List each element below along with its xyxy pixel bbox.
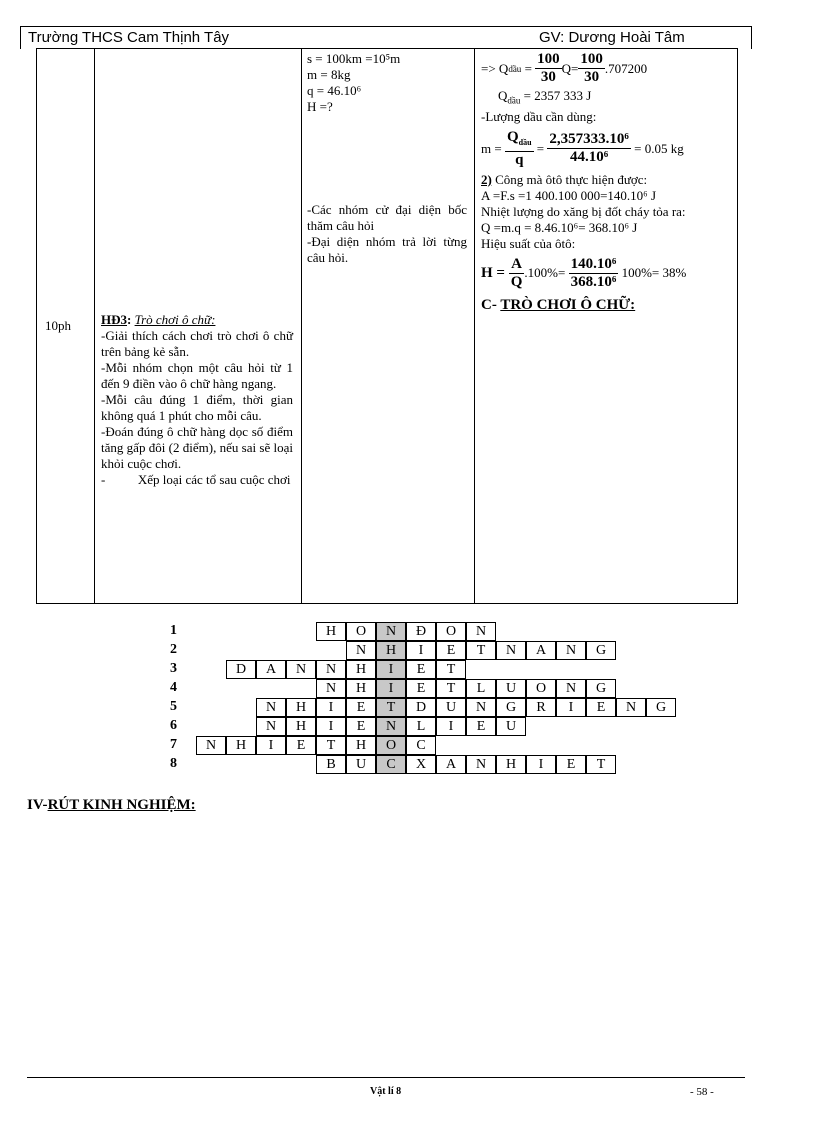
- crossword-cell: R: [526, 698, 556, 717]
- given-line: H =?: [307, 99, 333, 114]
- section-iv-heading: IV-RÚT KINH NGHIỆM:: [27, 797, 196, 813]
- hd3-block: HĐ3: Trò chơi ô chữ: -Giải thích cách chơi trò chơi ô chữ trên bảng kẻ sẵn. -Mỗi nhóm chọn một câu hỏi từ 1 đến 9 điền vào ô chữ hàng ngang. -Mỗi câu đúng 1 điểm, thời gian không quá 1 phút cho mỗi câu. -Đoán đúng ô chữ hàng dọc số điểm tăng gấp đôi (2 điểm), nếu sai sẽ loại khỏi cuộc chơi. - Xếp loại các tổ sau cuộc chơi: [101, 312, 293, 487]
- section-c-heading: C- TRÒ CHƠI Ô CHỮ:: [481, 296, 636, 313]
- crossword-row-number: 5: [170, 699, 177, 714]
- instruction-line: - Xếp loại các tổ sau cuộc chơi: [101, 472, 291, 487]
- fraction: $\frac{\text{2,357333.10⁶}}{\text{44.10⁶}}$: [549, 131, 629, 166]
- crossword-cell: I: [436, 717, 466, 736]
- crossword-cell: B: [316, 755, 346, 774]
- crossword-cell: G: [496, 698, 526, 717]
- crossword-cell: I: [406, 641, 436, 660]
- crossword-cell: U: [496, 679, 526, 698]
- heat-formula: Q =m.q = 8.46.10⁶= 368.10⁶ J: [481, 219, 638, 235]
- fraction: $\frac{\text{140.10⁶}}{\text{368.10⁶}}$: [570, 255, 617, 290]
- crossword-cell: E: [406, 679, 436, 698]
- crossword-cell: E: [346, 717, 376, 736]
- content-cell: [475, 49, 738, 604]
- crossword-cell: H: [286, 698, 316, 717]
- crossword-cell: N: [496, 641, 526, 660]
- teacher-activity-cell: [95, 49, 302, 604]
- crossword-cell: T: [586, 755, 616, 774]
- activity-line: -Đại diện nhóm trả lời từng câu hỏi.: [307, 234, 467, 265]
- lesson-table: [36, 48, 738, 604]
- crossword-cell: E: [406, 660, 436, 679]
- crossword-cell: N: [466, 755, 496, 774]
- fraction: $\frac{100}{30}$: [580, 51, 603, 85]
- crossword-cell: H: [346, 679, 376, 698]
- solution-block: [481, 51, 743, 313]
- crossword-cell: U: [496, 717, 526, 736]
- crossword-cell: I: [256, 736, 286, 755]
- crossword-cell: N: [256, 698, 286, 717]
- crossword-cell: H: [226, 736, 256, 755]
- crossword-cell: D: [406, 698, 436, 717]
- crossword-cell: N: [466, 622, 496, 641]
- efficiency-label: Hiệu suất của ôtô:: [481, 235, 576, 251]
- given-line: m = 8kg: [307, 67, 351, 82]
- crossword-row-number: 6: [170, 718, 177, 733]
- teacher-name: GV: Dương Hoài Tâm: [539, 29, 685, 46]
- instruction-line: -Mỗi nhóm chọn một câu hỏi từ 1 đến 9 điền vào ô chữ hàng ngang.: [101, 360, 293, 391]
- school-name: Trường THCS Cam Thịnh Tây: [28, 29, 230, 46]
- crossword-cell: E: [346, 698, 376, 717]
- crossword-row-number: 2: [170, 642, 177, 657]
- crossword-cell: H: [316, 622, 346, 641]
- crossword-cell: O: [526, 679, 556, 698]
- crossword-cell: Đ: [406, 622, 436, 641]
- crossword-cell: H: [496, 755, 526, 774]
- crossword-row-number: 3: [170, 661, 177, 676]
- activity-line: -Các nhóm cử đại diện bốc thăm câu hỏi: [307, 202, 467, 233]
- crossword-cell: A: [436, 755, 466, 774]
- crossword-cell: N: [316, 679, 346, 698]
- crossword-cell: C: [406, 736, 436, 755]
- crossword-cell: H: [346, 660, 376, 679]
- crossword-key-cell: I: [376, 679, 406, 698]
- crossword-cell: A: [526, 641, 556, 660]
- crossword-cell: N: [556, 641, 586, 660]
- crossword-cell: T: [436, 660, 466, 679]
- crossword-cell: I: [316, 698, 346, 717]
- given-data: [307, 51, 400, 115]
- crossword-row-number: 7: [170, 737, 177, 752]
- work-heading: 2) Công mà ôtô thực hiện được:: [481, 171, 648, 187]
- crossword-cell: N: [556, 679, 586, 698]
- crossword-cell: D: [226, 660, 256, 679]
- crossword-cell: N: [346, 641, 376, 660]
- fraction: $\frac{A}{Q}$: [510, 255, 523, 290]
- crossword-cell: U: [346, 755, 376, 774]
- crossword-row-number: 8: [170, 756, 177, 771]
- crossword-cell: X: [406, 755, 436, 774]
- crossword-cell: U: [436, 698, 466, 717]
- instruction-line: -Giải thích cách chơi trò chơi ô chữ trên bảng kẻ sẵn.: [101, 328, 293, 359]
- work-formula: A =F.s =1 400.100 000=140.10⁶ J: [481, 187, 657, 203]
- fraction: $\frac{100}{30}$: [537, 51, 560, 85]
- crossword-key-cell: N: [376, 622, 406, 641]
- crossword-cell: I: [526, 755, 556, 774]
- crossword-cell: G: [586, 641, 616, 660]
- given-line: q = 46.10⁶: [307, 83, 362, 98]
- crossword-row-number: 1: [170, 623, 177, 638]
- group-activities: [307, 202, 467, 266]
- student-activity-cell: [302, 49, 475, 604]
- crossword-cell: E: [556, 755, 586, 774]
- crossword-cell: H: [286, 717, 316, 736]
- crossword-row-number: 4: [170, 680, 177, 695]
- crossword-cell: I: [316, 717, 346, 736]
- crossword-key-cell: I: [376, 660, 406, 679]
- crossword-key-cell: C: [376, 755, 406, 774]
- crossword-key-cell: H: [376, 641, 406, 660]
- crossword-cell: G: [586, 679, 616, 698]
- page-number: - 58 -: [690, 1086, 714, 1098]
- crossword-cell: H: [346, 736, 376, 755]
- crossword-cell: T: [466, 641, 496, 660]
- page-header: [20, 26, 752, 49]
- crossword-cell: G: [646, 698, 676, 717]
- formula-q-dau: => Q dầu = $\frac{100}{30}$ Q= $\frac{100}{30}$ .707200: [481, 51, 648, 85]
- crossword-cell: N: [256, 717, 286, 736]
- footer-rule: [27, 1077, 745, 1078]
- crossword-cell: O: [436, 622, 466, 641]
- crossword-cell: N: [616, 698, 646, 717]
- crossword-cell: T: [316, 736, 346, 755]
- given-line: s = 100km =10⁵m: [307, 51, 401, 66]
- hd3-title: Trò chơi ô chữ:: [134, 312, 216, 327]
- formula-efficiency: H = $\frac{A}{Q}$ .100%= $\frac{\text{140.10⁶}}{\text{368.10⁶}}$ 100%= 38%: [481, 255, 687, 290]
- fraction: $\frac{Q_{dầu}}{q}$: [506, 128, 532, 168]
- crossword-cell: L: [466, 679, 496, 698]
- crossword-cell: I: [556, 698, 586, 717]
- crossword-key-cell: N: [376, 717, 406, 736]
- crossword-cell: T: [436, 679, 466, 698]
- crossword-cell: E: [586, 698, 616, 717]
- crossword-cell: N: [316, 660, 346, 679]
- crossword-cell: E: [466, 717, 496, 736]
- crossword-cell: E: [436, 641, 466, 660]
- crossword-cell: O: [346, 622, 376, 641]
- crossword-cell: N: [466, 698, 496, 717]
- instruction-line: -Mỗi câu đúng 1 điểm, thời gian không quá 1 phút cho mỗi câu.: [101, 392, 293, 423]
- crossword-cell: N: [286, 660, 316, 679]
- crossword-cell: L: [406, 717, 436, 736]
- crossword-cell: A: [256, 660, 286, 679]
- crossword-key-cell: O: [376, 736, 406, 755]
- oil-label: -Lượng dầu cần dùng:: [481, 108, 597, 124]
- footer-subject: Vật lí 8: [370, 1086, 402, 1097]
- instruction-line: -Đoán đúng ô chữ hàng dọc số điểm tăng gấp đôi (2 điểm), nếu sai sẽ loại khỏi cuộc chơi.: [101, 424, 293, 471]
- q-dau-result: $Q_{dầu} = 2357$ 333 J: [498, 88, 592, 106]
- time-cell: 10ph: [37, 49, 95, 604]
- crossword-cell: E: [286, 736, 316, 755]
- hd3-label: HĐ3: [101, 312, 127, 327]
- crossword-cell: N: [196, 736, 226, 755]
- formula-mass: m = $\frac{Q_{dầu}}{q}$ = $\frac{\text{2,357333.10⁶}}{\text{44.10⁶}}$ = 0.05 kg: [481, 128, 684, 168]
- crossword-key-cell: T: [376, 698, 406, 717]
- heat-label: Nhiệt lượng do xăng bị đốt cháy tỏa ra:: [481, 203, 686, 219]
